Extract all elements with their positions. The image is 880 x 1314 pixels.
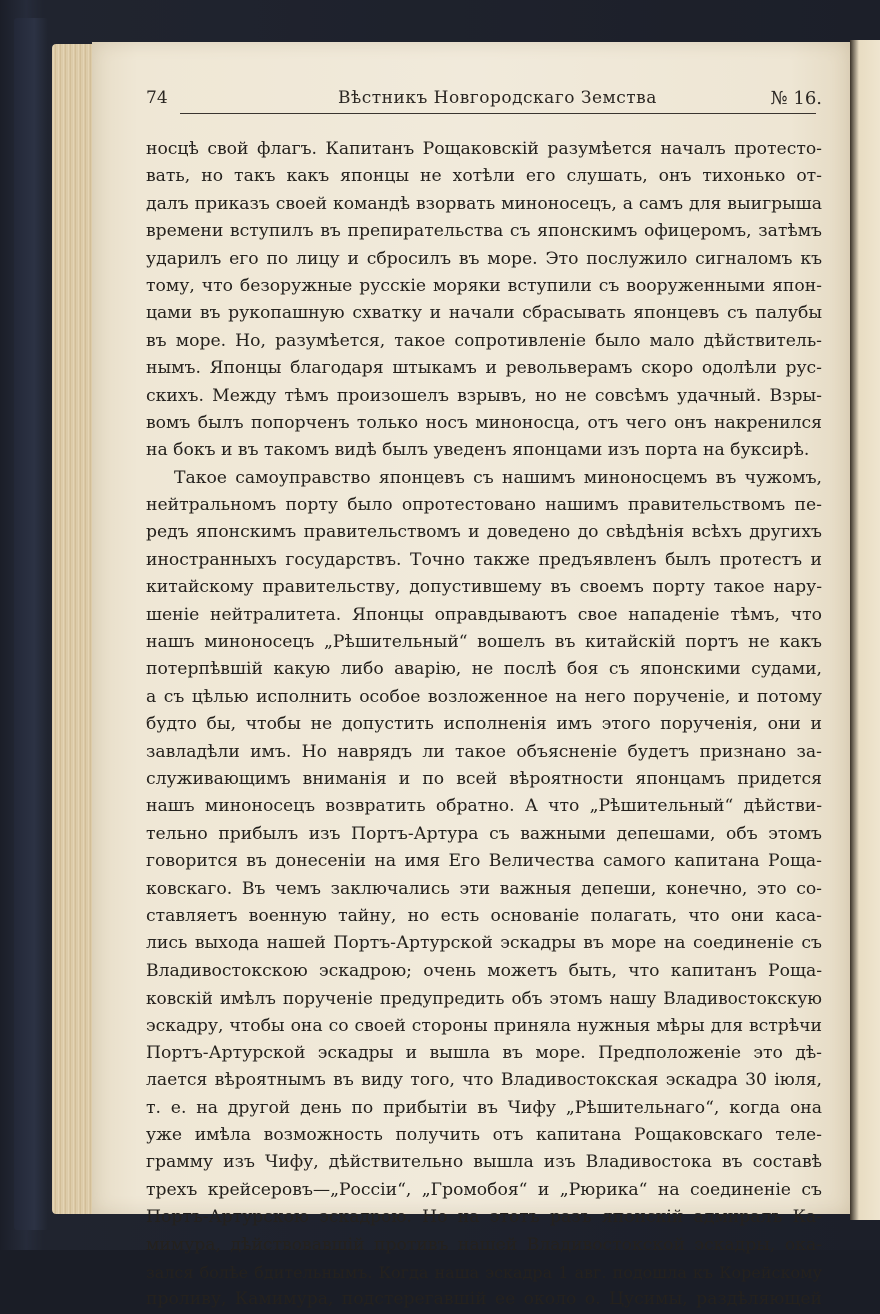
text-line: служивающимъ вниманія и по всей вѣроятности японцамъ придется — [146, 768, 822, 789]
text-line: ставляетъ военную тайну, но есть основаніе полагать, что они каса- — [146, 905, 822, 926]
text-line: шеніе нейтралитета. Японцы оправдываютъ свое нападеніе тѣмъ, что — [146, 604, 822, 625]
text-line: нашъ миноносецъ „Рѣшительный“ вошелъ въ китайскій портъ не какъ — [146, 632, 822, 653]
text-line: нымъ. Японцы благодаря штыкамъ и револьверамъ скоро одолѣли рус- — [146, 358, 822, 379]
text-line: тому, что безоружные русскіе моряки вступили съ вооруженными япон- — [146, 275, 822, 296]
text-line: ковскій имѣлъ порученіе предупредить объ этомъ нашу Владивостокскую — [146, 988, 822, 1009]
text-line: вомъ былъ попорченъ только носъ миноносца, отъ чего онъ накренился — [146, 412, 822, 433]
text-line: вать, но такъ какъ японцы не хотѣли его слушать, онъ тихонько от- — [146, 166, 822, 187]
text-line: Владивостокскою эскадрою; очень можетъ быть, что капитанъ Рощa- — [146, 960, 822, 981]
text-line: уже имѣла возможность получить отъ капитана Рощаковскаго теле- — [146, 1125, 822, 1146]
text-line: иностранныхъ государствъ. Точно также предъявленъ былъ протестъ и — [146, 549, 822, 570]
text-line: Такое самоуправство японцевъ съ нашимъ миноносцемъ въ чужомъ, — [174, 467, 822, 488]
text-line: а съ цѣлью исполнить особое возложенное на него порученіе, и потому — [146, 686, 822, 707]
book-cover-edge — [14, 18, 48, 1230]
issue-number: № 16. — [770, 88, 822, 109]
text-line: нейтральномъ порту было опротестовано нашимъ правительствомъ пе- — [146, 495, 822, 516]
article-text — [146, 136, 822, 1314]
text-line: трехъ крейсеровъ—„Россіи“, „Громобоя“ и „Рюрика“ на соединеніе съ — [146, 1179, 822, 1200]
text-line: Портъ-Артурской эскадры и вышла въ море. Предположеніе это дѣ- — [146, 1042, 822, 1063]
text-line: лись выхода нашей Портъ-Артурской эскадры въ море на соединеніе съ — [146, 933, 822, 954]
text-line: зался болѣе бдительнымъ. Когда наша эскадра 1 авг. подошла къ Корейскому — [146, 1263, 822, 1283]
text-line: на бокъ и въ такомъ видѣ былъ уведенъ японцами изъ порта на буксирѣ. — [146, 440, 810, 461]
header-rule — [180, 113, 816, 114]
text-line: цами въ рукопашную схватку и начали сбрасывать японцевъ съ палубы — [146, 303, 822, 324]
text-line: въ море. Но, разумѣется, такое сопротивленіе было мало дѣйствитель- — [146, 330, 822, 351]
text-line: эскадру, чтобы она со своей стороны приняла нужныя мѣры для встрѣчи — [146, 1015, 822, 1036]
text-line: говорится въ донесеніи на имя Его Величества самого капитана Рощa- — [146, 851, 822, 872]
text-line: редъ японскимъ правительствомъ и доведено до свѣдѣнія всѣхъ другихъ — [146, 522, 822, 543]
text-line: будто бы, чтобы не допустить исполненія имъ этого порученія, они и — [146, 714, 822, 735]
text-line: тельно прибылъ изъ Портъ-Артура съ важными депешами, объ этомъ — [146, 823, 822, 844]
text-line: потерпѣвшій какую либо аварію, не послѣ боя съ японскими судами, — [146, 659, 822, 680]
page-number: 74 — [146, 88, 168, 108]
text-line: ковскаго. Въ чемъ заключались эти важныя депеши, конечно, это со- — [146, 878, 822, 899]
text-line: завладѣли имъ. Но наврядъ ли такое объясненіе будетъ признано за- — [146, 741, 822, 762]
text-line: нашъ миноносецъ возвратить обратно. А что „Рѣшительный“ дѣйстви- — [146, 796, 822, 817]
text-line: проливу, Камимура, подстерегавшій ее около о. Цусимы, раздѣляющей — [146, 1289, 822, 1310]
text-line: времени вступилъ въ препирательства съ японскимъ офицеромъ, затѣмъ — [146, 221, 822, 242]
text-line: Портъ-Артурскою эскадрою. Но на этотъ разъ японскій адмиралъ Ка- — [146, 1207, 822, 1228]
text-line: скихъ. Между тѣмъ произошелъ взрывъ, но не совсѣмъ удачный. Взры- — [146, 385, 822, 406]
page-stack-edges — [52, 44, 96, 1214]
text-line: т. е. на другой день по прибытіи въ Чифу „Рѣшительнаго“, когда она — [146, 1097, 822, 1118]
text-line: носцѣ свой флагъ. Капитанъ Рощаковскій разумѣется началъ протесто- — [146, 139, 822, 159]
text-line: мимура, дѣйствовавшій противъ нашей Владивостокской эскадры, ока- — [146, 1234, 822, 1255]
text-line: ударилъ его по лицу и сбросилъ въ море. Это послужило сигналомъ къ — [146, 248, 822, 269]
text-line: грамму изъ Чифу, дѣйствительно вышла изъ Владивостока въ составѣ — [146, 1152, 822, 1173]
facing-page-edge — [850, 40, 880, 1220]
running-header — [146, 88, 822, 116]
text-line: далъ приказъ своей командѣ взорвать миноносецъ, а самъ для выигрыша — [146, 193, 822, 214]
text-line: китайскому правительству, допустившему въ своемъ порту такое нару- — [146, 577, 822, 598]
text-line: лается вѣроятнымъ въ виду того, что Владивостокская эскадра 30 іюля, — [146, 1070, 822, 1091]
journal-title: Вѣстникъ Новгородскаго Земства — [338, 88, 657, 108]
